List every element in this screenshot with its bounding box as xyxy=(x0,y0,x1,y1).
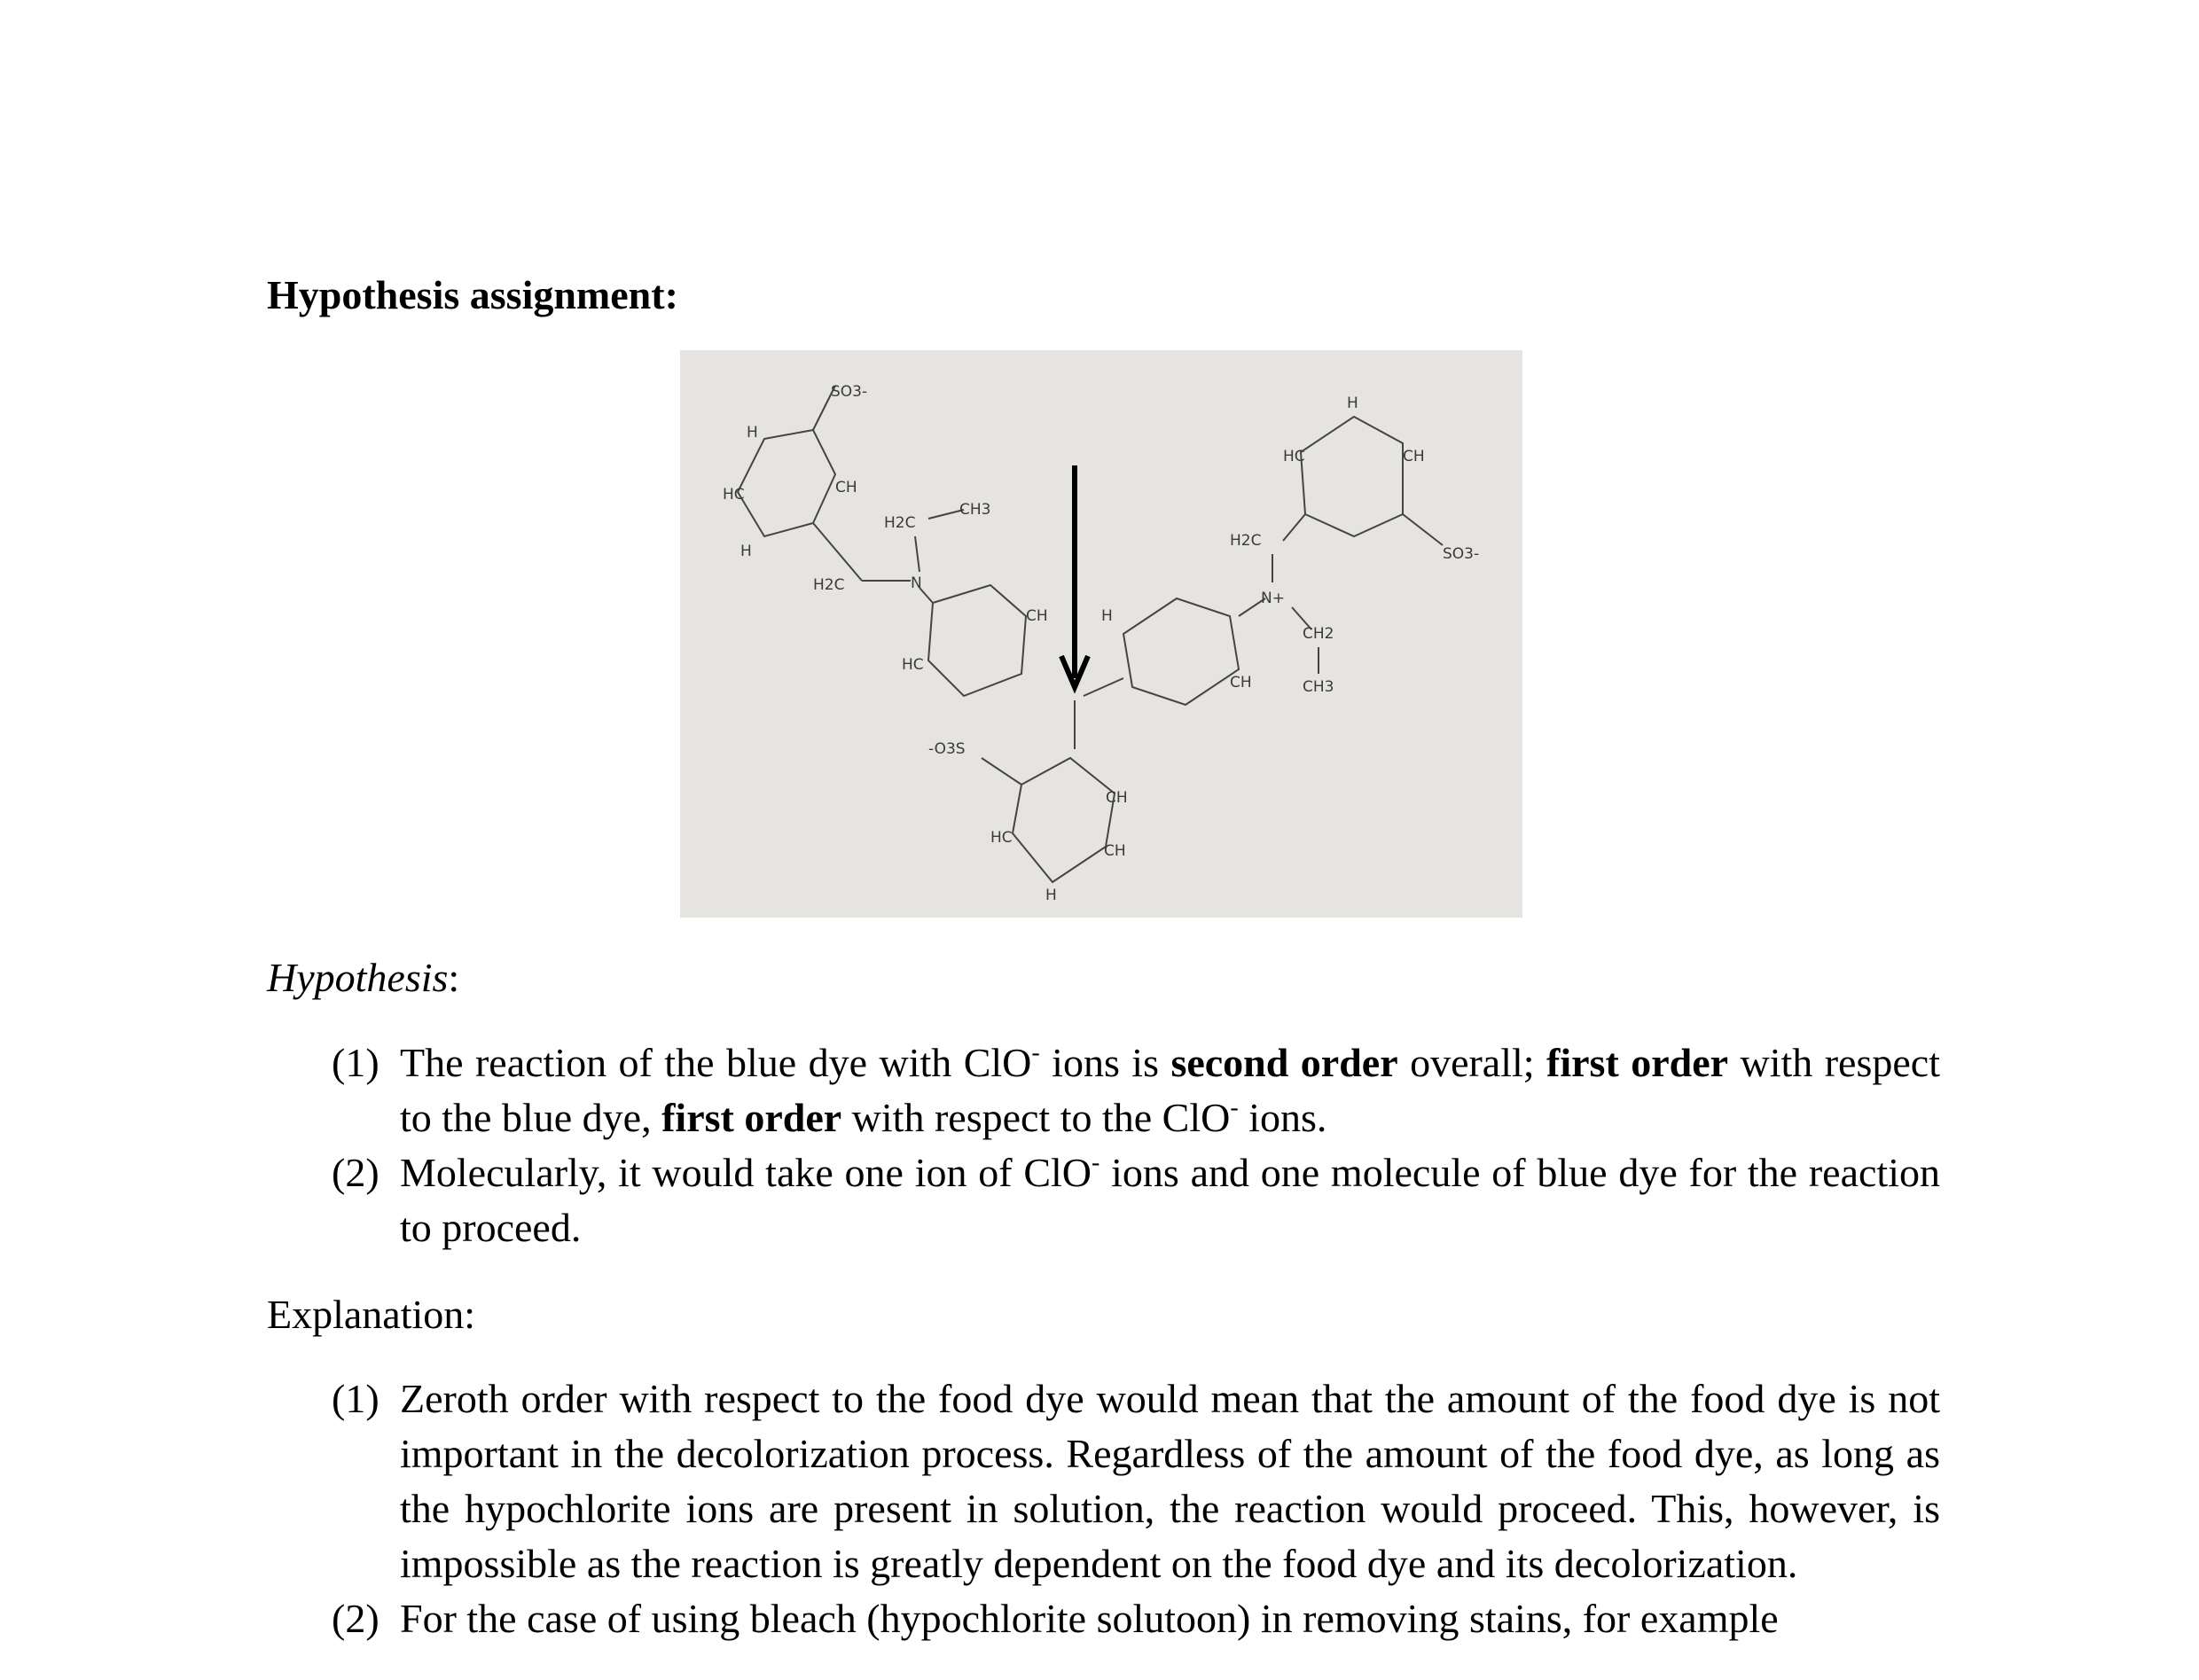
svg-text:CH: CH xyxy=(1230,674,1252,692)
svg-text:CH3: CH3 xyxy=(1303,678,1334,696)
svg-text:CH: CH xyxy=(835,479,857,496)
explanation-item xyxy=(332,1371,1940,1591)
svg-text:H2C: H2C xyxy=(1230,532,1262,550)
svg-text:N: N xyxy=(911,574,922,592)
svg-text:H: H xyxy=(740,543,752,560)
svg-text:H2C: H2C xyxy=(813,576,845,594)
svg-text:SO3-: SO3- xyxy=(831,383,868,401)
svg-text:CH2: CH2 xyxy=(1303,625,1334,643)
amine-left xyxy=(813,501,990,594)
svg-text:HC: HC xyxy=(1283,448,1305,465)
svg-text:HC: HC xyxy=(990,829,1013,847)
svg-text:H: H xyxy=(1045,887,1057,904)
item-number: (1) xyxy=(332,1040,380,1085)
svg-text:CH: CH xyxy=(1106,789,1128,807)
item-text: For the case of using bleach (hypochlorite solutoon) in removing stains, for example xyxy=(400,1596,1779,1641)
svg-text:CH: CH xyxy=(1403,448,1425,465)
svg-text:HC: HC xyxy=(723,486,745,504)
dye-structure-diagram xyxy=(680,350,1522,918)
ring-center-left xyxy=(902,585,1048,696)
hypothesis-item: (2) Molecularly, it would take one ion of ClO- ions and one molecule of blue dye for the reaction to proceed. xyxy=(332,1145,1940,1255)
svg-text:CH3: CH3 xyxy=(959,501,991,519)
svg-text:N+: N+ xyxy=(1261,590,1285,607)
item-number: (2) xyxy=(332,1150,380,1195)
svg-text:-O3S: -O3S xyxy=(928,740,966,758)
ring-bottom xyxy=(928,700,1128,904)
svg-text:CH: CH xyxy=(1104,842,1126,860)
svg-text:H: H xyxy=(1347,395,1358,412)
svg-text:HC: HC xyxy=(902,656,924,674)
ring-center-right xyxy=(1084,590,1285,705)
page-heading: Hypothesis assignment: xyxy=(267,272,678,317)
explanation-label: Explanation: xyxy=(267,1292,476,1337)
explanation-item xyxy=(332,1591,1940,1646)
molecule-figure xyxy=(680,350,1522,918)
ring-top-right xyxy=(1283,395,1479,563)
item-number: (1) xyxy=(332,1376,380,1421)
item-number: (2) xyxy=(332,1596,380,1641)
ring-top-left xyxy=(723,383,867,581)
item-text: Zeroth order with respect to the food dye would mean that the amount of the food dye is not important in the decolorization process. Regardless of the amount of the food dye, as long as the hypochlorite ions are present in solution, the reaction would proceed. This, however, is impossible as the reaction is greatly dependent on the food dye and its decolorization. xyxy=(400,1376,1940,1586)
hypothesis-item: (1) The reaction of the blue dye with ClO- ions is second order overall; first order with respect to the blue dye, first order with respect to the ClO- ions. xyxy=(332,1035,1940,1145)
svg-text:SO3-: SO3- xyxy=(1443,545,1480,563)
explanation-list xyxy=(332,1371,1940,1646)
hypothesis-label: Hypothesis: xyxy=(267,955,460,1000)
reaction-site-arrow xyxy=(1061,465,1088,687)
hypothesis-list xyxy=(332,1035,1940,1255)
amine-right xyxy=(1230,532,1334,696)
svg-text:H: H xyxy=(747,424,758,441)
svg-text:H: H xyxy=(1101,607,1113,625)
svg-text:CH: CH xyxy=(1026,607,1048,625)
svg-text:H2C: H2C xyxy=(884,514,916,532)
